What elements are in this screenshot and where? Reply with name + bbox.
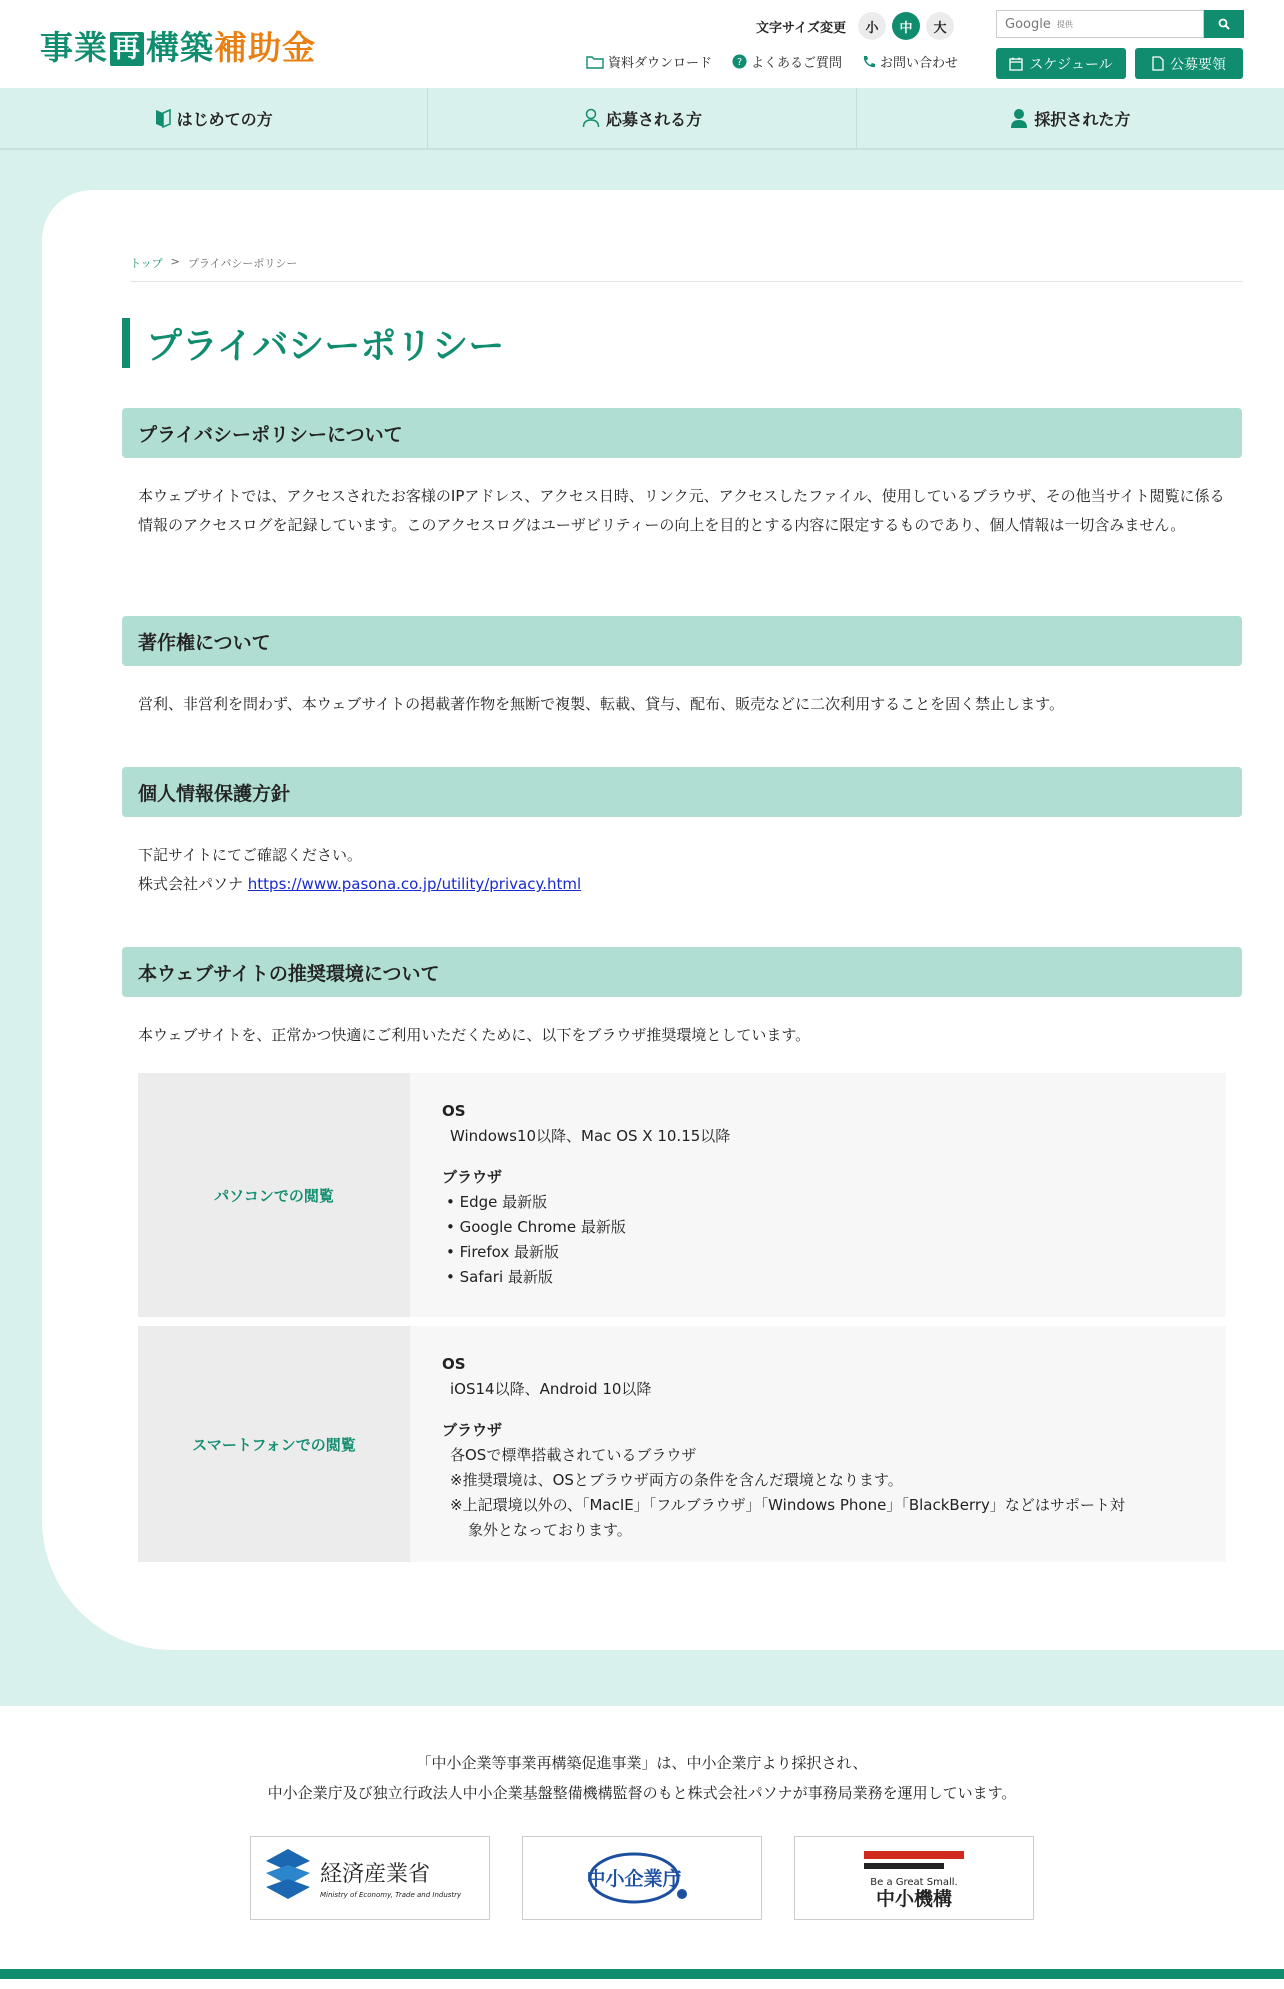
section-heading-personal: 個人情報保護方針 [122, 767, 1242, 817]
search-button[interactable] [1204, 10, 1244, 38]
svg-text:?: ? [736, 57, 743, 68]
env-detail-sp: OS iOS14以降、Android 10以降 ブラウザ 各OSで標準搭載されているブラウザ ※推奨環境は、OSとブラウザ両方の条件を含んだ環境となります。 ※上記環境以外の、「MacIE」「フルブラウザ」「Windows Phone」「BlackBerry」などはサポート対 象外となっております。 [410, 1326, 1226, 1562]
font-size-small-button[interactable]: 小 [858, 12, 886, 40]
svg-text:中小機構: 中小機構 [875, 1888, 953, 1910]
svg-text:経済産業省: 経済産業省 [320, 1862, 431, 1887]
meti-mark-icon [256, 1843, 484, 1913]
font-size-medium-button[interactable]: 中 [892, 12, 920, 40]
env-detail-pc: OS Windows10以降、Mac OS X 10.15以降 ブラウザ • Edge 最新版 • Google Chrome 最新版 • Firefox 最新版 • Safari 最新版 [410, 1073, 1226, 1317]
env-row-pc [138, 1073, 1226, 1317]
svg-text:中小企業庁: 中小企業庁 [586, 1868, 682, 1890]
beginner-mark-icon [155, 108, 171, 128]
logo-text-3: 補助金 [214, 28, 316, 67]
list-item: • Safari 最新版 [446, 1268, 553, 1286]
contact-link[interactable]: お問い合わせ [862, 52, 958, 71]
footer-bar [0, 1969, 1284, 1979]
global-nav [0, 88, 1284, 150]
env-label-pc: パソコンでの閲覧 [138, 1073, 410, 1317]
font-size-large-button[interactable]: 大 [926, 12, 954, 40]
personal-text: 下記サイトにてご確認ください。 株式会社パソナ https://www.pasona.co.jp/utility/privacy.html [138, 846, 582, 893]
schedule-button[interactable]: スケジュール [996, 48, 1126, 79]
utility-links [586, 52, 958, 71]
section-heading-environment: 本ウェブサイトの推奨環境について [122, 947, 1242, 997]
footer-logos [250, 1836, 1034, 1920]
nav-item-apply[interactable]: 応募される方 [428, 88, 856, 148]
breadcrumb-current: プライバシーポリシー [187, 257, 298, 270]
nav-item-first[interactable]: はじめての方 [0, 88, 428, 148]
smrj-logo[interactable] [794, 1836, 1034, 1920]
chusho-logo[interactable] [522, 1836, 762, 1920]
folder-icon [586, 55, 604, 69]
site-header [0, 0, 1284, 88]
user-outline-icon [582, 108, 600, 128]
page-title: プライバシーポリシー [122, 318, 504, 368]
list-item: • Edge 最新版 [446, 1193, 548, 1211]
list-item: • Google Chrome 最新版 [446, 1218, 626, 1236]
logo-text-1: 事業 [40, 28, 108, 67]
privacy-text: 本ウェブサイトでは、アクセスされたお客様のIPアドレス、アクセス日時、リンク元、アクセスしたファイル、使用しているブラウザ、その他当サイト閲覧に係る情報のアクセスログを記録しています。このアクセスログはユーザビリティーの向上を目的とする内容に限定するものであり、個人情報は一切含みません。 [138, 487, 1225, 534]
breadcrumb [130, 255, 1242, 282]
section-heading-privacy: プライバシーポリシーについて [122, 408, 1242, 458]
question-icon [732, 54, 747, 69]
download-link[interactable]: 資料ダウンロード [586, 52, 712, 71]
env-row-sp [138, 1326, 1226, 1562]
svg-text:Be a Great Small.: Be a Great Small. [870, 1877, 958, 1888]
search-input[interactable]: Google 提供 [996, 10, 1204, 38]
nav-item-adopted[interactable]: 採択された方 [857, 88, 1284, 148]
calendar-icon [1009, 57, 1023, 71]
meti-logo[interactable] [250, 1836, 490, 1920]
phone-icon [862, 55, 876, 69]
copyright-text: 営利、非営利を問わず、本ウェブサイトの掲載著作物を無断で複製、転載、貸与、配布、販売などに二次利用することを固く禁止します。 [138, 695, 1064, 713]
search-icon [1218, 18, 1230, 30]
env-label-sp: スマートフォンでの閲覧 [138, 1326, 410, 1562]
pasona-privacy-link[interactable]: https://www.pasona.co.jp/utility/privacy.html [247, 875, 582, 893]
footer-text: 「中小企業等事業再構築促進事業」は、中小企業庁より採択され、 中小企業庁及び独立行政法人中小企業基盤整備機構監督のもと株式会社パソナが事務局業務を運用しています。 [267, 1754, 1017, 1802]
svg-text:Ministry of Economy, Trade and: Ministry of Economy, Trade and Industry [320, 1891, 462, 1899]
chusho-mark-icon [582, 1848, 702, 1908]
koubo-button[interactable]: 公募要領 [1135, 48, 1243, 79]
list-item: • Firefox 最新版 [446, 1243, 560, 1261]
document-icon [1152, 56, 1164, 71]
font-size-switcher [756, 12, 954, 40]
faq-link[interactable]: ? よくあるご質問 [732, 52, 842, 71]
site-logo[interactable] [40, 22, 316, 69]
breadcrumb-top-link[interactable]: トップ [130, 257, 163, 270]
font-size-label: 文字サイズ変更 [756, 20, 846, 36]
smrj-mark-icon [844, 1843, 984, 1913]
user-filled-icon [1010, 108, 1028, 128]
site-search [996, 10, 1244, 38]
logo-text-2: 構築 [146, 28, 214, 67]
environment-text: 本ウェブサイトを、正常かつ快適にご利用いただくために、以下をブラウザ推奨環境としています。 [138, 1026, 811, 1044]
logo-box: 再 [110, 32, 144, 66]
breadcrumb-separator: > [170, 255, 180, 268]
section-heading-copyright: 著作権について [122, 616, 1242, 666]
